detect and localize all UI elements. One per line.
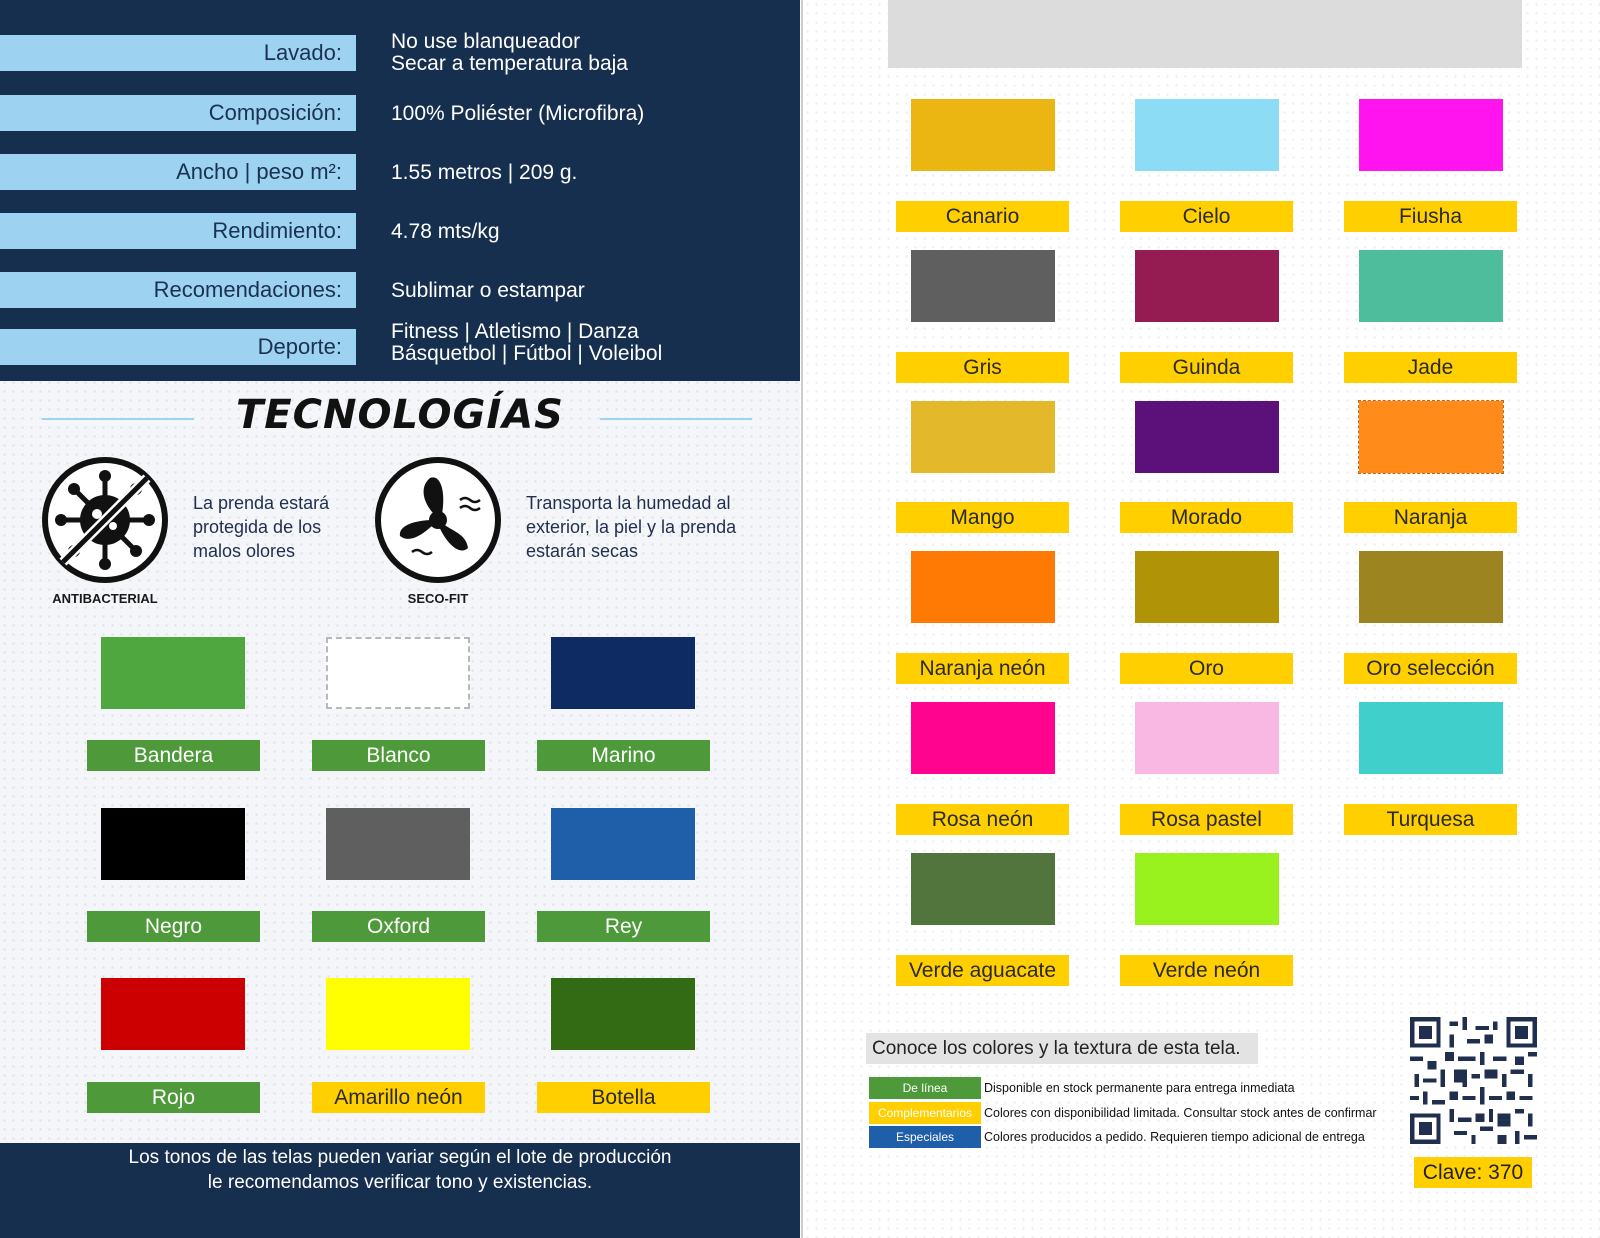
spec-row <box>0 270 800 310</box>
legend-tag: De línea <box>869 1077 981 1099</box>
color-label: Gris <box>896 352 1069 383</box>
color-swatch[interactable] <box>1359 250 1503 322</box>
color-swatch[interactable] <box>1135 853 1279 925</box>
color-swatch[interactable] <box>1135 99 1279 171</box>
color-swatch[interactable] <box>101 637 245 709</box>
color-swatch[interactable] <box>1359 702 1503 774</box>
spec-label: Deporte: <box>0 329 356 365</box>
spec-value: Fitness | Atletismo | Danza Básquetbol | Fútbol | Voleibol <box>391 320 663 365</box>
color-swatch[interactable] <box>911 99 1055 171</box>
color-swatch[interactable] <box>101 978 245 1050</box>
color-label: Rosa pastel <box>1120 804 1293 835</box>
spec-row <box>0 93 800 133</box>
footer-note <box>0 1143 800 1238</box>
spec-label: Composición: <box>0 95 356 131</box>
color-label: Cielo <box>1120 201 1293 232</box>
top-placeholder-bar <box>888 0 1522 68</box>
spec-label: Ancho | peso m²: <box>0 154 356 190</box>
spec-value: 1.55 metros | 209 g. <box>391 161 578 184</box>
color-swatch[interactable] <box>911 853 1055 925</box>
color-label: Amarillo neón <box>312 1082 485 1113</box>
spec-row <box>0 211 800 251</box>
fan-icon <box>374 456 502 584</box>
color-swatch[interactable] <box>551 637 695 709</box>
color-label: Verde aguacate <box>896 955 1069 986</box>
spec-value: Sublimar o estampar <box>391 279 585 302</box>
color-swatch[interactable] <box>1135 250 1279 322</box>
color-swatch[interactable] <box>911 551 1055 623</box>
technologies-title: TECNOLOGÍAS <box>236 392 564 438</box>
color-swatch[interactable] <box>326 808 470 880</box>
color-label: Mango <box>896 502 1069 533</box>
color-swatch[interactable] <box>326 637 470 709</box>
color-label: Canario <box>896 201 1069 232</box>
color-label: Rosa neón <box>896 804 1069 835</box>
color-label: Guinda <box>1120 352 1293 383</box>
color-swatch[interactable] <box>911 401 1055 473</box>
color-label: Rey <box>537 911 710 942</box>
color-label: Fiusha <box>1344 201 1517 232</box>
color-label: Turquesa <box>1344 804 1517 835</box>
color-label: Jade <box>1344 352 1517 383</box>
clave-badge: Clave: 370 <box>1414 1157 1532 1188</box>
spec-label: Rendimiento: <box>0 213 356 249</box>
legend-text: Colores con disponibilidad limitada. Consultar stock antes de confirmar <box>984 1106 1377 1120</box>
qr-code-icon[interactable] <box>1410 1017 1537 1144</box>
title-rule-right <box>600 418 752 420</box>
color-swatch[interactable] <box>911 250 1055 322</box>
color-label: Bandera <box>87 740 260 771</box>
color-swatch[interactable] <box>1359 551 1503 623</box>
color-label: Naranja neón <box>896 653 1069 684</box>
antibacterial-icon <box>41 456 169 584</box>
color-label: Oro selección <box>1344 653 1517 684</box>
color-label: Naranja <box>1344 502 1517 533</box>
footer-text: Los tonos de las telas pueden variar según el lote de producción le recomendamos verificar tono y existencias. <box>128 1147 672 1193</box>
antibacterial-caption: ANTIBACTERIAL <box>52 591 158 606</box>
legend-text: Disponible en stock permanente para entrega inmediata <box>984 1081 1295 1095</box>
color-label: Blanco <box>312 740 485 771</box>
seco-fit-description: Transporta la humedad al exterior, la piel y la prenda estarán secas <box>526 493 737 561</box>
color-swatch[interactable] <box>551 808 695 880</box>
spec-table <box>0 0 800 381</box>
color-swatch[interactable] <box>1135 401 1279 473</box>
color-label: Oro <box>1120 653 1293 684</box>
color-label: Botella <box>537 1082 710 1113</box>
antibacterial-description: La prenda estará protegida de los malos olores <box>193 493 330 561</box>
color-swatch[interactable] <box>1359 401 1503 473</box>
color-swatch[interactable] <box>101 808 245 880</box>
cta-banner: Conoce los colores y la textura de esta tela. <box>866 1033 1258 1064</box>
seco-fit-caption: SECO-FIT <box>407 591 469 606</box>
legend-tag: Especiales <box>869 1126 981 1148</box>
color-label: Rojo <box>87 1082 260 1113</box>
legend-text: Colores producidos a pedido. Requieren tiempo adicional de entrega <box>984 1130 1365 1144</box>
color-label: Marino <box>537 740 710 771</box>
color-swatch[interactable] <box>326 978 470 1050</box>
spec-value: 100% Poliéster (Microfibra) <box>391 102 645 125</box>
color-label: Oxford <box>312 911 485 942</box>
spec-label: Lavado: <box>0 35 356 71</box>
color-label: Negro <box>87 911 260 942</box>
color-swatch[interactable] <box>1359 99 1503 171</box>
spec-row <box>0 320 800 367</box>
spec-label: Recomendaciones: <box>0 272 356 308</box>
title-rule-left <box>42 418 194 420</box>
color-swatch[interactable] <box>1135 702 1279 774</box>
legend-tag: Complementarios <box>869 1102 981 1124</box>
color-label: Verde neón <box>1120 955 1293 986</box>
spec-row <box>0 30 800 75</box>
spec-row <box>0 152 800 192</box>
technologies-header <box>0 392 800 446</box>
spec-value: 4.78 mts/kg <box>391 220 500 243</box>
color-label: Morado <box>1120 502 1293 533</box>
color-swatch[interactable] <box>551 978 695 1050</box>
color-swatch[interactable] <box>911 702 1055 774</box>
spec-value: No use blanqueador Secar a temperatura baja <box>391 30 628 75</box>
color-swatch[interactable] <box>1135 551 1279 623</box>
